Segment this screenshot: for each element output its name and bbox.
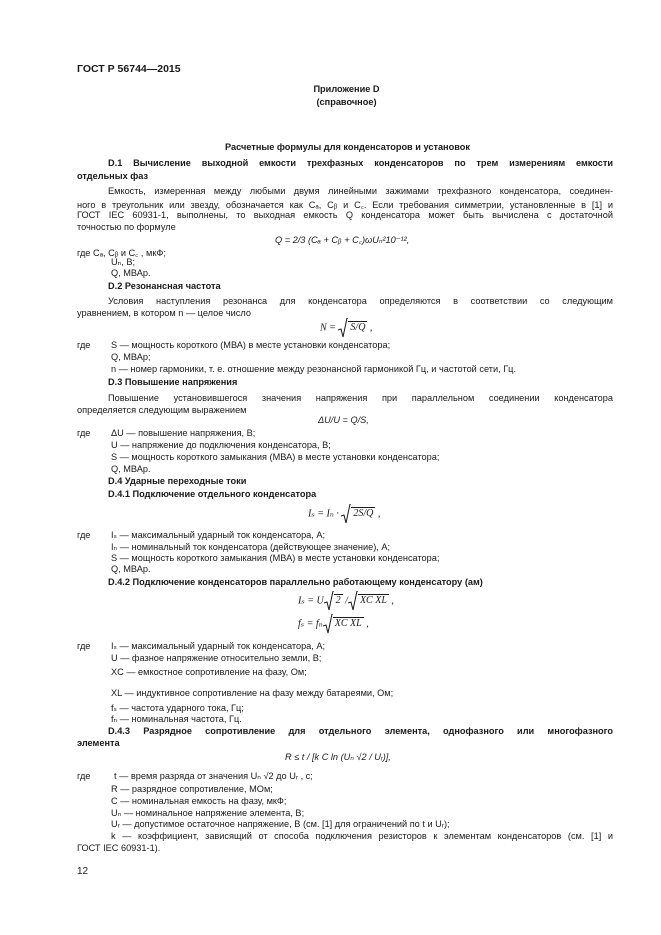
sqrt-sign (338, 318, 348, 338)
d1-para-line3: ГОСТ IEC 60931-1, выполнены, то выходная емкость Q конденсатора может быть вычислена с достаточной (77, 210, 613, 220)
d3-where-label: где (77, 428, 91, 438)
d41-where-label: где (77, 530, 91, 540)
d41-heading: D.4.1 Подключение отдельного конденсатора (108, 489, 317, 499)
standard-header: ГОСТ Р 56744—2015 (77, 63, 181, 75)
d2-para-line2: уравнением, в котором n — целое число (77, 308, 251, 318)
d43-where-line7: ГОСТ IEC 60931-1). (77, 843, 161, 853)
d1-para-line1: Емкость, измеренная между любыми двумя линейными зажимами трехфазного конденсатора, соединен- (108, 186, 613, 196)
d42-formula-2 (298, 614, 369, 634)
d1-where-line3: Q, МВАр. (111, 268, 151, 278)
d42-f1-tail: , (391, 595, 394, 607)
d2-formula (320, 318, 372, 338)
d3-where-line2: U — напряжение до подключения конденсатора, В; (111, 440, 331, 450)
d2-formula-lhs: N = (320, 322, 336, 334)
d42-formula-1 (298, 591, 394, 611)
d42-where-line6: fₙ — номинальная частота, Гц. (111, 714, 242, 724)
d1-heading: D.1 Вычисление выходной емкости трехфазных конденсаторов по трем измерениям емкости (108, 158, 613, 168)
d2-where-line1: S — мощность короткого (МВА) в месте установки конденсатора; (111, 340, 391, 350)
d43-heading-cont: элемента (77, 738, 120, 748)
sqrt-sign (348, 591, 358, 611)
d4-heading: D.4 Ударные переходные токи (108, 476, 247, 486)
d43-where-line3: C — номинальная емкость на фазу, мкФ; (111, 796, 287, 806)
d1-para-line4: точностью по формуле (77, 222, 176, 232)
sqrt-sign (323, 614, 333, 634)
sqrt-sign (341, 504, 351, 524)
d42-where-line1: Iₛ — максимальный ударный ток конденсатора, А; (111, 641, 326, 651)
d1-where-line1: где Cₐ, Cᵦ и C꜀ , мкФ; (77, 248, 166, 258)
d3-formula: ΔU/U = Q/S, (318, 415, 369, 425)
d1-where-line2: Uₙ, В; (111, 257, 136, 267)
d42-f2-lhs: fₛ = fₙ (298, 618, 323, 630)
d42-where-line3: XC — емкостное сопротивление на фазу, Ом; (111, 667, 307, 677)
d2-formula-radicand: S/Q (350, 322, 366, 334)
d42-where-line4: XL — индуктивное сопротивление на фазу между батареями, Ом; (111, 688, 394, 698)
d43-where-label: где (77, 771, 91, 781)
d2-heading: D.2 Резонансная частота (108, 281, 221, 291)
d1-para-line2: ного в треугольник или звезду, обозначается как Cₐ, Cᵦ и C꜀. Если требования симметрии, установленные в [1] и (77, 200, 613, 210)
d3-where-line1: ΔU — повышение напряжения, В; (111, 428, 256, 438)
d42-f2-tail: , (366, 618, 369, 630)
d41-formula (308, 504, 380, 524)
page-number: 12 (77, 866, 89, 877)
d41-formula-tail: , (377, 508, 381, 520)
d42-where-label: где (77, 641, 91, 651)
d2-formula-tail: , (369, 322, 373, 334)
d3-heading: D.3 Повышение напряжения (108, 377, 238, 387)
main-title: Расчетные формулы для конденсаторов и установок (225, 142, 470, 152)
d3-para-line2: определяется следующим выражением (77, 405, 247, 415)
d42-f1-radicand-1: 2 (335, 595, 341, 607)
d43-where-line1: t — время разряда от значения Uₙ √2 до Uᵣ , с; (114, 771, 313, 781)
d42-f2-radicand: XC XL (334, 618, 362, 630)
d43-where-line2: R — разрядное сопротивление, МОм; (111, 784, 273, 794)
d41-where-line4: Q, МВАр. (111, 564, 151, 574)
d3-where-line4: Q, МВАр. (111, 464, 151, 474)
d43-heading: D.4.3 Разрядное сопротивление для отдельного элемента, однофазного или многофазного (108, 726, 613, 736)
d2-where-label: где (77, 340, 91, 350)
d42-where-line2: U — фазное напряжение относительно земли, В; (111, 653, 322, 663)
d3-where-line3: S — мощность короткого замыкания (МВА) в месте установки конденсатора; (111, 452, 440, 462)
appendix-title: Приложение D (313, 84, 380, 94)
d43-formula: R ≤ t / [k C ln (Uₙ √2 / Uᵣ)], (285, 752, 391, 762)
d42-f1-lhs: Iₛ = U (298, 595, 324, 607)
d41-where-line2: Iₙ — номинальный ток конденсатора (действующее значение), А; (111, 542, 391, 552)
d42-where-line5: fₛ — частота ударного тока, Гц; (111, 703, 244, 713)
appendix-subtitle: (справочное) (316, 97, 377, 107)
d42-f1-radicand-2: XC XL (359, 595, 387, 607)
d1-heading-cont: отдельных фаз (77, 171, 149, 181)
sqrt-sign (324, 591, 334, 611)
d2-where-line3: n — номер гармоники, т. е. отношение между резонансной гармоникой Гц, и частотой сети, Гц. (111, 364, 516, 374)
d41-where-line3: S — мощность короткого замыкания (МВА) в месте установки конденсатора; (111, 553, 440, 563)
d41-formula-lhs: Iₛ = Iₙ · (308, 508, 339, 520)
d1-formula: Q = 2/3 (Cₐ + Cᵦ + C꜀)ωUₙ²10⁻¹², (275, 235, 410, 245)
d43-where-line6: k — коэффициент, зависящий от способа подключения резисторов к элементам конденсаторов (см. [1] и (111, 831, 613, 841)
d2-where-line2: Q, МВАр; (111, 352, 151, 362)
d42-heading: D.4.2 Подключение конденсаторов параллельно работающему конденсатору (ам) (108, 577, 483, 587)
d42-f1-slash: / (345, 595, 348, 607)
d43-where-line4: Uₙ — номинальное напряжение элемента, В; (111, 808, 305, 818)
d43-where-line5: Uᵣ — допустимое остаточное напряжение, В (см. [1] для ограничений по t и Uᵣ); (111, 819, 450, 829)
d41-where-line1: Iₛ — максимальный ударный ток конденсатора, А; (111, 530, 326, 540)
d3-para-line1: Повышение установившегося значения напряжения при параллельном соединении конденсатора (108, 393, 613, 403)
d41-formula-radicand: 2S/Q (353, 508, 374, 520)
d2-para-line1: Условия наступления резонанса для конденсатора определяются в соответствии со следующим (108, 296, 613, 306)
